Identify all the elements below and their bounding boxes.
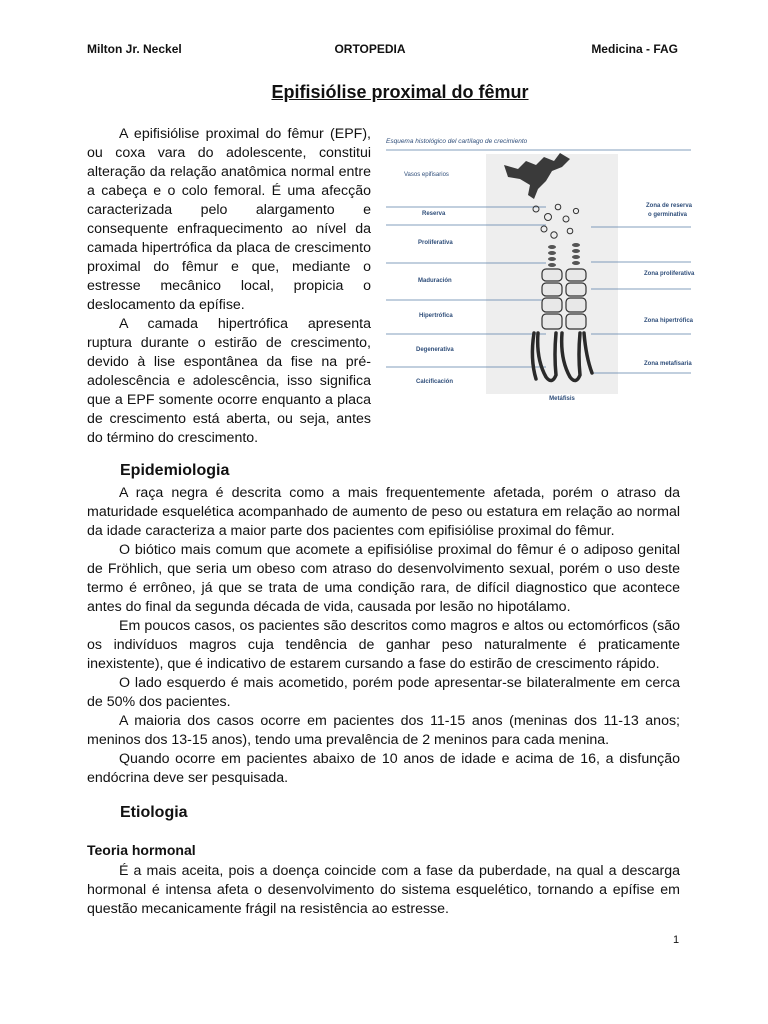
heading-epidemiologia: Epidemiologia — [120, 462, 230, 479]
epidemiologia-paragraph: Em poucos casos, os pacientes são descritos como magros e altos ou ectomórficos (são os indivíduos magros cuja tendência de ganhar peso naturalmente é praticamente inexistente), que é indicativo de estarem cursando a fase do estirão de crescimento rápido. — [87, 618, 680, 672]
hypertrophic-cell — [542, 283, 562, 296]
epidemiologia-paragraph: A raça negra é descrita como a mais frequentemente afetada, porém o atraso da maturidade esquelética acompanhado de aumento de peso ou estatura em relação ao normal da idade caracteriza a maior parte dos pacientes com epifisiólise proximal do fêmur. — [87, 485, 680, 539]
hypertrophic-cell — [566, 314, 586, 329]
heading-etiologia: Etiologia — [120, 804, 188, 821]
label-metafisis: Metáfisis — [549, 396, 575, 402]
right-label-hipertrofica: Zona hipertrófica — [644, 318, 694, 324]
hypertrophic-cell — [566, 283, 586, 296]
right-label-metafisaria: Zona metafisaria — [644, 361, 692, 367]
epidemiologia-text — [87, 484, 680, 788]
left-label-maduracion: Maduración — [418, 278, 452, 284]
proliferative-cell — [548, 257, 556, 261]
left-label-hipertrofica: Hipertrófica — [419, 313, 453, 319]
etiologia-text — [87, 862, 680, 919]
page-number: 1 — [673, 934, 680, 946]
hypertrophic-cell — [542, 269, 562, 281]
left-label-proliferativa: Proliferativa — [418, 240, 453, 246]
left-label-reserva: Reserva — [422, 211, 446, 217]
epidemiologia-paragraph: O lado esquerdo é mais acometido, porém pode apresentar-se bilateralmente em cerca de 50% dos pacientes. — [87, 675, 680, 710]
page-title: Epifisiólise proximal do fêmur — [271, 82, 529, 102]
growth-plate-figure — [386, 127, 696, 407]
proliferative-cell — [572, 249, 580, 253]
left-label-calcificacion: Calcificación — [416, 379, 454, 385]
intro-text — [87, 125, 371, 448]
intro-paragraph: A camada hipertrófica apresenta ruptura durante o estirão de crescimento, devido à lise espontânea da fise na pré-adolescência e adolescência, isso significa que a EPF somente ocorre enquanto a placa de crescimento está aberta, ou seja, antes do término do crescimento. — [87, 316, 371, 446]
hypertrophic-cell — [566, 269, 586, 281]
right-label-proliferativa: Zona proliferativa — [644, 271, 695, 277]
figure-caption: Esquema histológico del cartílago de crecimiento — [386, 138, 528, 145]
epidemiologia-paragraph: O biótico mais comum que acomete a epifisiólise proximal do fêmur é o adiposo genital de Fröhlich, que seria um obeso com atraso do desenvolvimento sexual, porém o uso deste termo é errôneo, já que se trata de uma condição rara, de difícil diagnostico que acontece antes do final da segunda década de vida, causada por lesão no hipotálamo. — [87, 542, 680, 615]
proliferative-cell — [548, 245, 556, 249]
hypertrophic-cell — [542, 314, 562, 329]
intro-paragraph: A epifisiólise proximal do fêmur (EPF), ou coxa vara do adolescente, constitui alteração da relação anatômica normal entre a cabeça e o colo femoral. É uma afecção caracterizada pelo alargamento e consequente enfraquecimento ao nível da camada hipertrófica da placa de crescimento proximal do fêmur e que, mediante o estresse mecânico local, propicia o deslocamento da epífise. — [87, 126, 371, 313]
epidemiologia-paragraph: Quando ocorre em pacientes abaixo de 10 anos de idade e acima de 16, a disfunção endócrina deve ser pesquisada. — [87, 751, 680, 786]
epidemiologia-paragraph: A maioria dos casos ocorre em pacientes dos 11-15 anos (meninas dos 11-13 anos; meninos dos 13-15 anos), tendo uma prevalência de 2 meninos para cada menina. — [87, 713, 680, 748]
growth-plate-diagram — [386, 127, 696, 407]
right-label-germinativa: o germinativa — [648, 212, 688, 218]
hypertrophic-cell — [566, 298, 586, 312]
right-label-reserva: Zona de reserva — [646, 203, 693, 209]
subheading-teoria-hormonal: Teoria hormonal — [87, 842, 196, 858]
label-vasos: Vasos epifisarios — [404, 172, 449, 178]
header-author: Milton Jr. Neckel — [87, 42, 182, 56]
header-subject: ORTOPEDIA — [334, 42, 406, 56]
proliferative-cell — [572, 261, 580, 265]
proliferative-cell — [548, 263, 556, 267]
proliferative-cell — [572, 255, 580, 259]
hypertrophic-cell — [542, 298, 562, 312]
left-label-degenerativa: Degenerativa — [416, 347, 454, 353]
proliferative-cell — [548, 251, 556, 255]
proliferative-cell — [572, 243, 580, 247]
etiologia-paragraph: É a mais aceita, pois a doença coincide com a fase da puberdade, na qual a descarga hormonal é intensa afeta o desenvolvimento do sistema esquelético, tornando a epífise em questão mecanicamente frágil na resistência ao estresse. — [87, 863, 680, 917]
header-course: Medicina - FAG — [591, 42, 678, 56]
